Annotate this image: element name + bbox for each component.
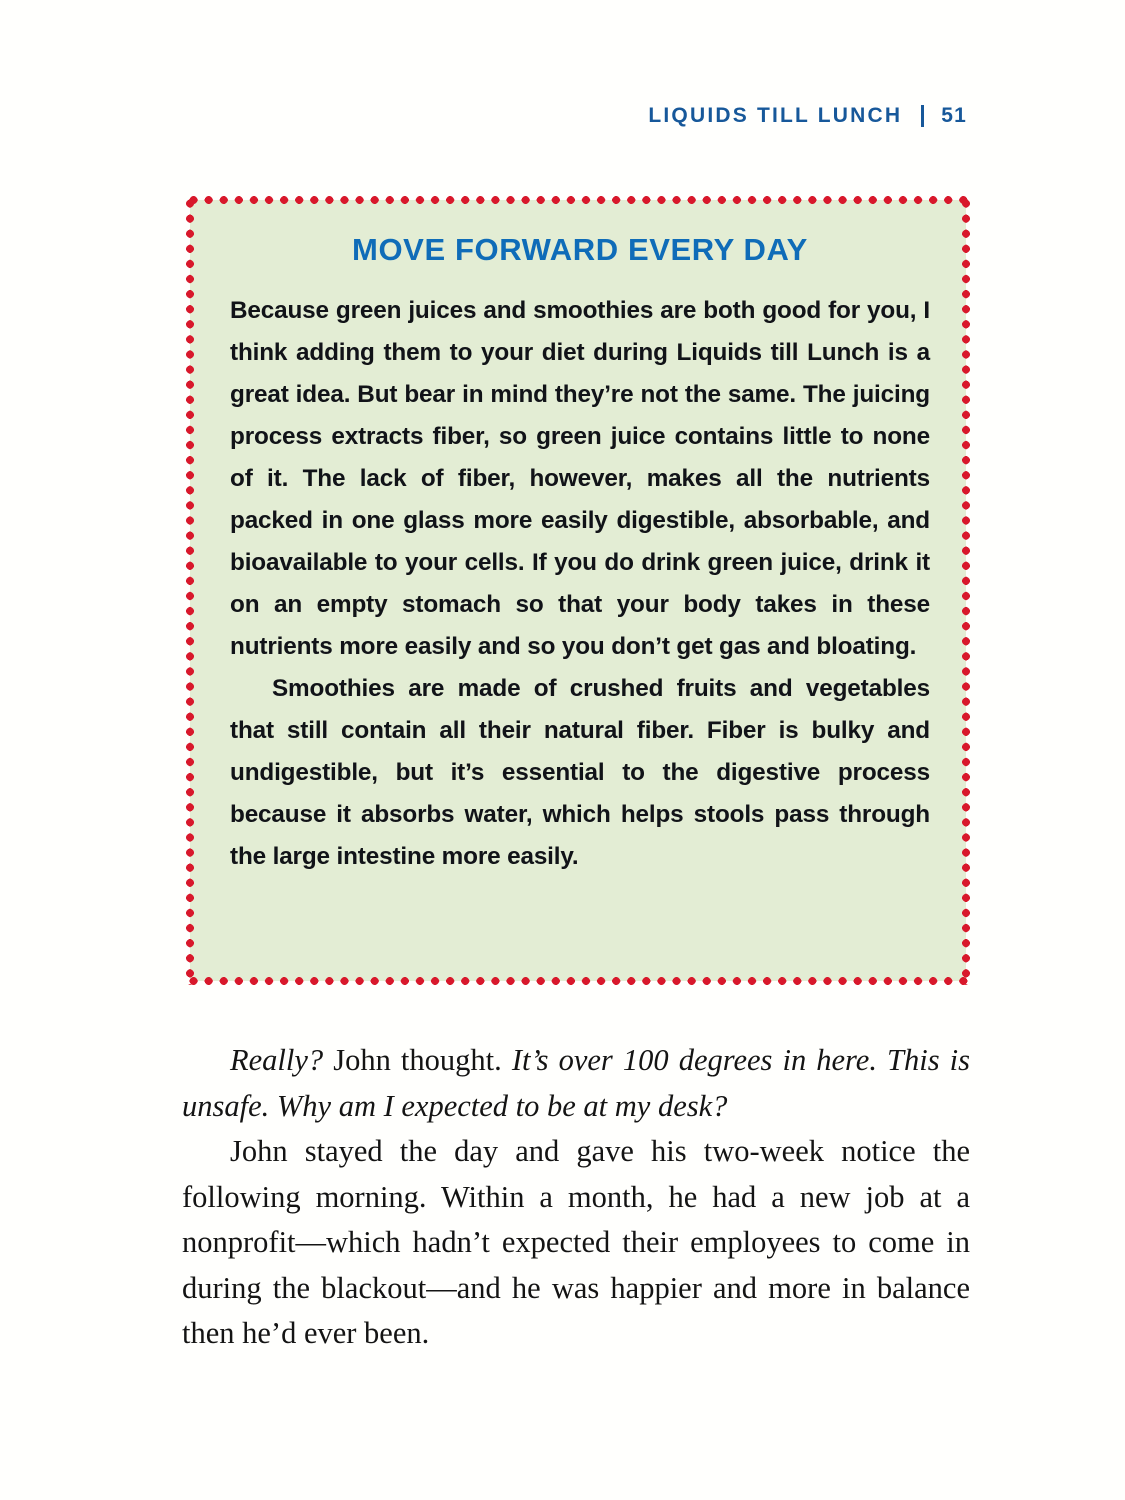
callout-content (230, 232, 930, 878)
callout-title: MOVE FORWARD EVERY DAY (352, 232, 808, 267)
body-emphasis-inner-thought: It’s over 100 degrees in here. This is unsafe. Why am I expected to be at my desk? (182, 1043, 970, 1123)
body-emphasis-really: Really? (230, 1043, 324, 1077)
running-head-title: LIQUIDS TILL LUNCH (648, 103, 903, 127)
callout-box (186, 196, 970, 985)
body-roman-john-thought: John thought. (323, 1043, 512, 1077)
callout-paragraph-1: Because green juices and smoothies are both good for you, I think adding them to your diet during Liquids till Lunch is a great idea. But bear in mind they’re not the same. The juicing process extracts fiber, so green juice contains little to none of it. The lack of fiber, however, makes all the nutrients packed in one glass more easily digestible, absorbable, and bioavailable to your cells. If you do drink green juice, drink it on an empty stomach so that your body takes in these nutrients more easily and so you don’t get gas and bloating. (230, 296, 930, 660)
body-text-block (182, 1038, 970, 1357)
running-head-separator (921, 105, 924, 127)
body-paragraph-2: John stayed the day and gave his two-week notice the following morning. Within a month, he had a new job at a nonprofit—which hadn’t expected their employees to come in during the blackout—and he was happier and more in balance then he’d ever been. (182, 1134, 970, 1350)
body-paragraph-1 (182, 1038, 970, 1129)
callout-paragraph-2: Smoothies are made of crushed fruits and vegetables that still contain all their natural fiber. Fiber is bulky and undigestible, but it’s essential to the digestive process because it absorbs water, which helps stools pass through the large intestine more easily. (230, 674, 930, 870)
running-head (648, 104, 967, 126)
page-number: 51 (941, 103, 967, 127)
